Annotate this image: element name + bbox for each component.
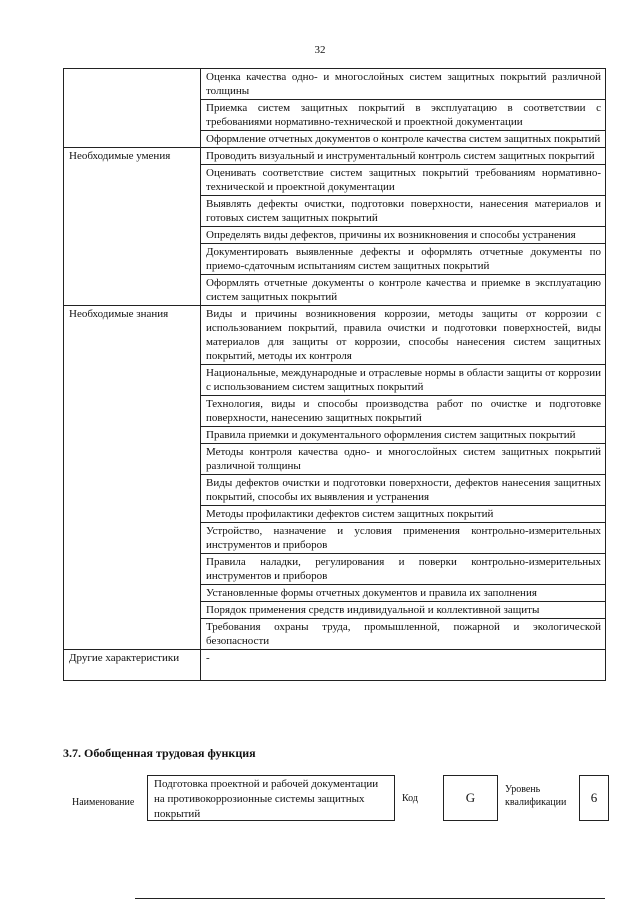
row-text: -: [201, 650, 606, 681]
other-characteristics-label: Другие характеристики: [69, 652, 180, 664]
function-name-value: Подготовка проектной и рабочей документации на противокоррозионные системы защитных покрытий: [154, 778, 379, 820]
table-row: [64, 148, 606, 165]
table-row: [64, 69, 606, 100]
page-number: 32: [314, 44, 326, 56]
row-text: Оформлять отчетные документы о контроле качества и приемке в эксплуатацию систем защитных покрытий: [201, 275, 606, 306]
knowledge-label: Необходимые знания: [69, 308, 169, 320]
row-text: Оценка качества одно- и многослойных систем защитных покрытий различной толщины: [201, 69, 606, 100]
row-text: Правила приемки и документального оформления систем защитных покрытий: [201, 427, 606, 444]
section-heading: 3.7. Обобщенная трудовая функция: [63, 746, 256, 760]
row-text: Методы контроля качества одно- и многослойных систем защитных покрытий различной толщины: [201, 444, 606, 475]
row-text: Виды дефектов очистки и подготовки поверхности, дефектов нанесения защитных покрытий, способы их выявления и устранения: [201, 475, 606, 506]
table-row: [64, 306, 606, 365]
level-label: Уровень квалификации: [505, 784, 567, 808]
row-text: Виды и причины возникновения коррозии, методы защиты от коррозии с использованием покрытий, правила очистки и подготовки поверхностей, виды материалов для защиты от коррозии, способы нанесения систем защитных покрытий, методы их контроля: [201, 306, 606, 365]
competency-table: [63, 68, 606, 681]
row-text: Требования охраны труда, промышленной, пожарной и экологической безопасности: [201, 619, 606, 650]
row-text: Документировать выявленные дефекты и оформлять отчетные документы по приемо-сдаточным испытаниям систем защитных покрытий: [201, 244, 606, 275]
level-box: [579, 775, 609, 821]
code-box: [443, 775, 498, 821]
row-text: Проводить визуальный и инструментальный контроль систем защитных покрытий: [201, 148, 606, 165]
row-text: Оформление отчетных документов о контроле качества систем защитных покрытий: [201, 131, 606, 148]
code-value: G: [465, 790, 476, 805]
row-text: Определять виды дефектов, причины их возникновения и способы устранения: [201, 227, 606, 244]
code-label: Код: [402, 793, 418, 804]
row-text: Порядок применения средств индивидуальной и коллективной защиты: [201, 602, 606, 619]
skills-label: Необходимые умения: [69, 150, 171, 162]
row-label-cell: [64, 148, 201, 306]
level-value: 6: [590, 790, 598, 805]
function-name-box: [147, 775, 395, 821]
row-text: Установленные формы отчетных документов и правила их заполнения: [201, 585, 606, 602]
row-text: Национальные, международные и отраслевые нормы в области защиты от коррозии с использованием систем защитных покрытий: [201, 365, 606, 396]
row-label-cell: [64, 306, 201, 650]
row-text: Устройство, назначение и условия применения контрольно-измерительных инструментов и приборов: [201, 523, 606, 554]
row-label-cell: [64, 650, 201, 681]
row-text: Технология, виды и способы производства работ по очистке и подготовке поверхности, нанесению защитных покрытий: [201, 396, 606, 427]
name-label: Наименование: [72, 797, 135, 808]
bottom-rule: [135, 898, 605, 899]
row-text: Приемка систем защитных покрытий в эксплуатацию в соответствии с требованиями нормативно-технической и проектной документации: [201, 100, 606, 131]
row-text: Оценивать соответствие систем защитных покрытий требованиям нормативно-технической и проектной документации: [201, 165, 606, 196]
row-label-cell: [64, 69, 201, 148]
row-text: Методы профилактики дефектов систем защитных покрытий: [201, 506, 606, 523]
table-row: [64, 650, 606, 681]
row-text: Правила наладки, регулирования и поверки контрольно-измерительных инструментов и приборов: [201, 554, 606, 585]
row-text: Выявлять дефекты очистки, подготовки поверхности, нанесения материалов и готовых систем защитных покрытий: [201, 196, 606, 227]
